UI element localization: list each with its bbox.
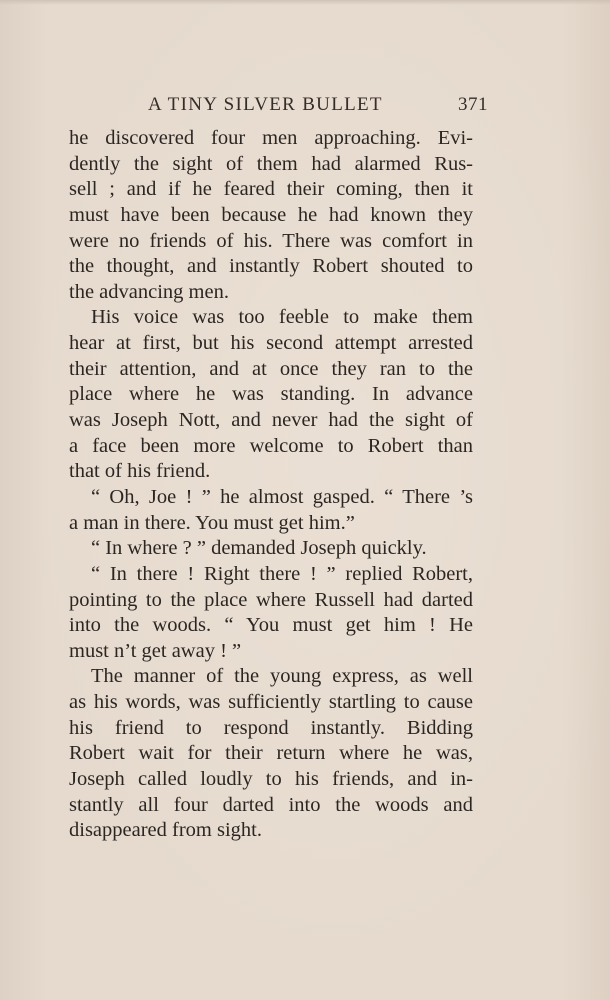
text-line: that of his friend.: [69, 460, 211, 483]
page-edge: [0, 0, 610, 5]
text-line: The manner of the young express, as well: [91, 665, 473, 688]
page-number: 371: [458, 94, 488, 115]
text-line: the advancing men.: [69, 280, 229, 303]
text-line: into the woods. “ You must get him ! He: [69, 614, 473, 637]
text-line: he discovered four men approaching. Evi-: [69, 127, 473, 149]
text-line: as his words, was sufficiently startling to cause: [69, 691, 473, 714]
text-line: their attention, and at once they ran to the: [69, 357, 473, 380]
text-line: “ Oh, Joe ! ” he almost gasped. “ There ’s: [91, 485, 473, 508]
text-line: must n’t get away ! ”: [69, 639, 242, 662]
text-line: sell ; and if he feared their coming, then it: [69, 178, 473, 201]
running-title: A TINY SILVER BULLET: [148, 94, 383, 115]
text-line: His voice was too feeble to make them: [91, 306, 473, 329]
text-line: the thought, and instantly Robert shouted to: [69, 255, 473, 278]
text-line: place where he was standing. In advance: [69, 383, 473, 406]
page-header: [148, 94, 488, 122]
text-line: hear at first, but his second attempt arrested: [69, 332, 473, 355]
text-line: his friend to respond instantly. Bidding: [69, 716, 473, 739]
text-line: Robert wait for their return where he was,: [69, 742, 473, 765]
text-line: stantly all four darted into the woods and: [69, 793, 473, 816]
text-line: Joseph called loudly to his friends, and in-: [69, 768, 473, 791]
body-text: [69, 126, 473, 844]
text-line: pointing to the place where Russell had darted: [69, 588, 473, 611]
text-line: a man in there. You must get him.”: [69, 511, 355, 534]
text-line: a face been more welcome to Robert than: [69, 434, 473, 457]
text-line: were no friends of his. There was comfort in: [69, 229, 473, 252]
text-line: “ In there ! Right there ! ” replied Robert,: [91, 562, 473, 585]
text-line: dently the sight of them had alarmed Rus-: [69, 152, 473, 175]
text-line: must have been because he had known they: [69, 203, 473, 226]
text-line: disappeared from sight.: [69, 819, 262, 842]
text-line: was Joseph Nott, and never had the sight of: [69, 409, 473, 432]
text-line: “ In where ? ” demanded Joseph quickly.: [91, 537, 427, 560]
